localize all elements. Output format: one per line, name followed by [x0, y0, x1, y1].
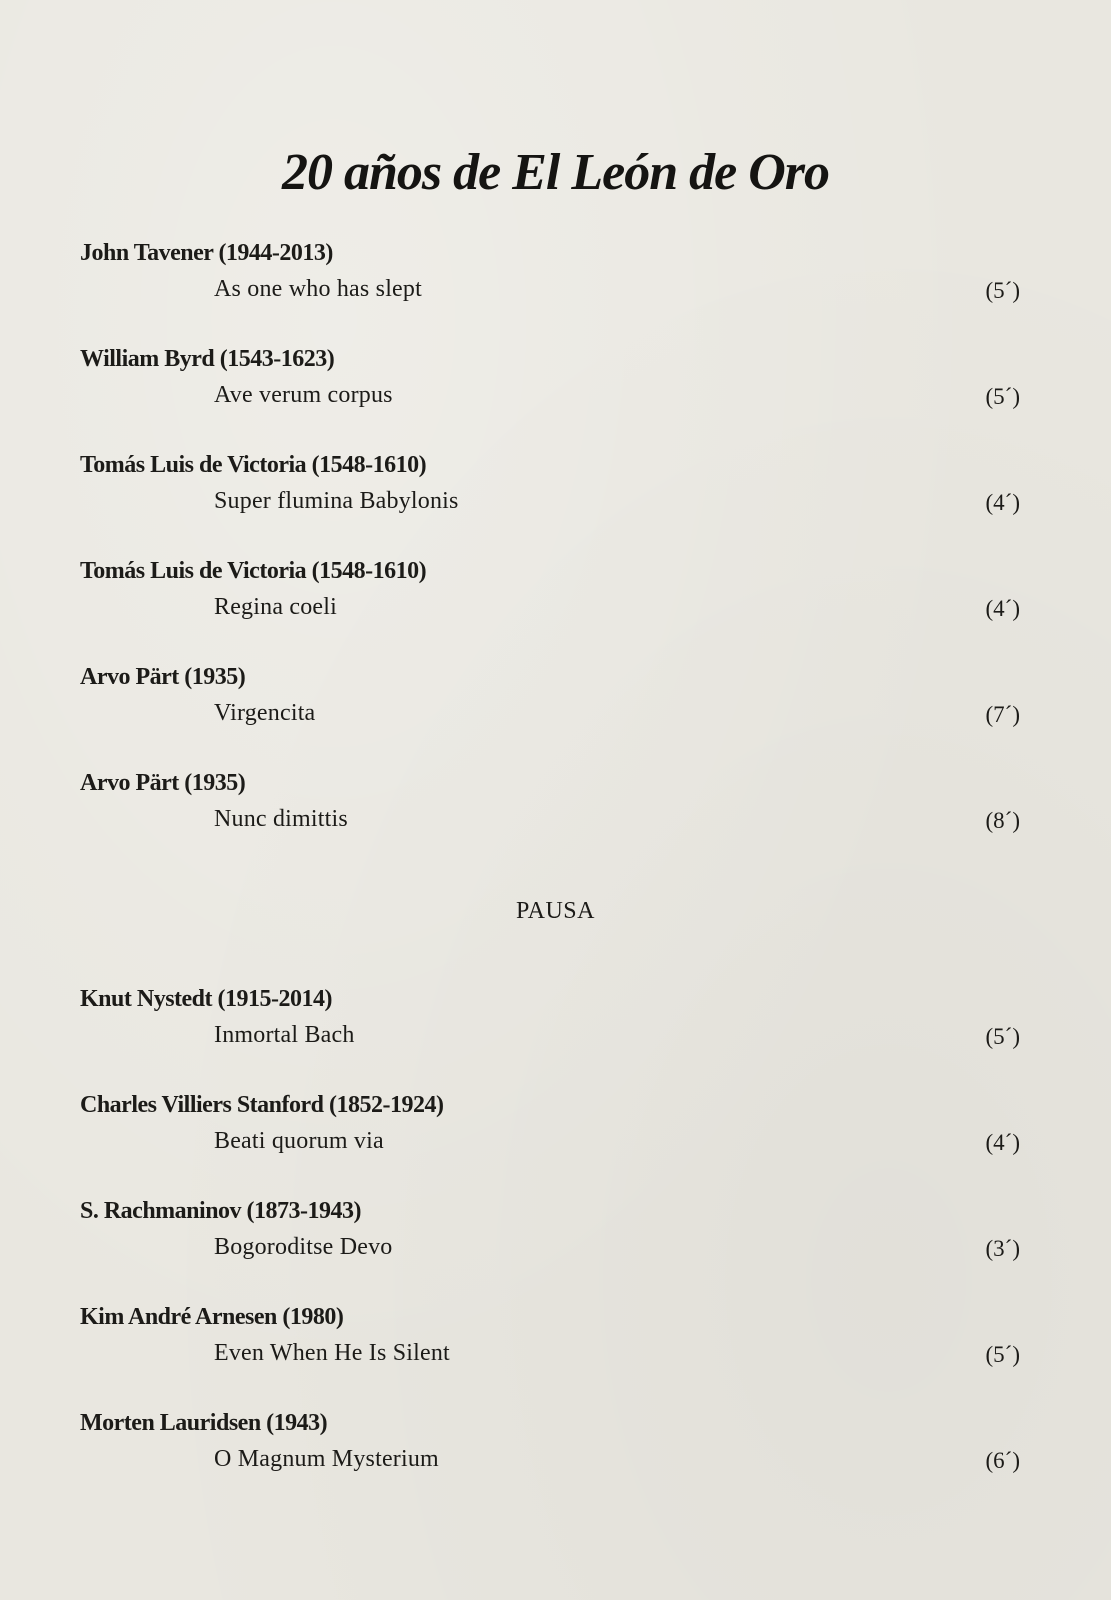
work-duration: (5´) — [985, 384, 1020, 409]
composer-name: S. Rachmaninov (1873-1943) — [80, 1198, 362, 1224]
program-item — [80, 986, 1020, 1066]
work-duration: (7´) — [985, 702, 1020, 727]
program-item — [80, 1092, 1020, 1172]
program-item — [80, 452, 1020, 532]
work-title: Inmortal Bach — [214, 1022, 355, 1048]
work-duration: (5´) — [985, 1024, 1020, 1049]
composer-name: Arvo Pärt (1935) — [80, 770, 246, 796]
work-title: Even When He Is Silent — [214, 1340, 450, 1366]
page-title: 20 años de El León de Oro — [282, 144, 829, 201]
program-item — [80, 346, 1020, 426]
program-item — [80, 664, 1020, 744]
composer-name: Kim André Arnesen (1980) — [80, 1304, 344, 1330]
work-title: Ave verum corpus — [214, 382, 393, 408]
intermission-label: PAUSA — [516, 898, 595, 924]
program-item — [80, 240, 1020, 320]
work-duration: (6´) — [985, 1448, 1020, 1473]
work-title: O Magnum Mysterium — [214, 1446, 439, 1472]
composer-name: William Byrd (1543-1623) — [80, 346, 335, 372]
program-item — [80, 770, 1020, 850]
program-item — [80, 558, 1020, 638]
composer-name: Arvo Pärt (1935) — [80, 664, 246, 690]
work-title: Super flumina Babylonis — [214, 488, 459, 514]
work-title: Bogoroditse Devo — [214, 1234, 393, 1260]
work-title: As one who has slept — [214, 276, 422, 302]
composer-name: Morten Lauridsen (1943) — [80, 1410, 328, 1436]
program-item — [80, 1304, 1020, 1384]
work-duration: (3´) — [985, 1236, 1020, 1261]
composer-name: Tomás Luis de Victoria (1548-1610) — [80, 558, 427, 584]
composer-name: Tomás Luis de Victoria (1548-1610) — [80, 452, 427, 478]
work-duration: (5´) — [985, 1342, 1020, 1367]
work-duration: (5´) — [985, 278, 1020, 303]
program-item — [80, 1198, 1020, 1278]
work-duration: (4´) — [985, 1130, 1020, 1155]
work-duration: (8´) — [985, 808, 1020, 833]
work-title: Beati quorum via — [214, 1128, 384, 1154]
work-title: Regina coeli — [214, 594, 338, 620]
work-title: Virgencita — [214, 700, 316, 726]
work-duration: (4´) — [985, 596, 1020, 621]
program-item — [80, 1410, 1020, 1490]
work-title: Nunc dimittis — [214, 806, 348, 832]
composer-name: Charles Villiers Stanford (1852-1924) — [80, 1092, 444, 1118]
work-duration: (4´) — [985, 490, 1020, 515]
composer-name: John Tavener (1944-2013) — [80, 240, 333, 266]
composer-name: Knut Nystedt (1915-2014) — [80, 986, 332, 1012]
